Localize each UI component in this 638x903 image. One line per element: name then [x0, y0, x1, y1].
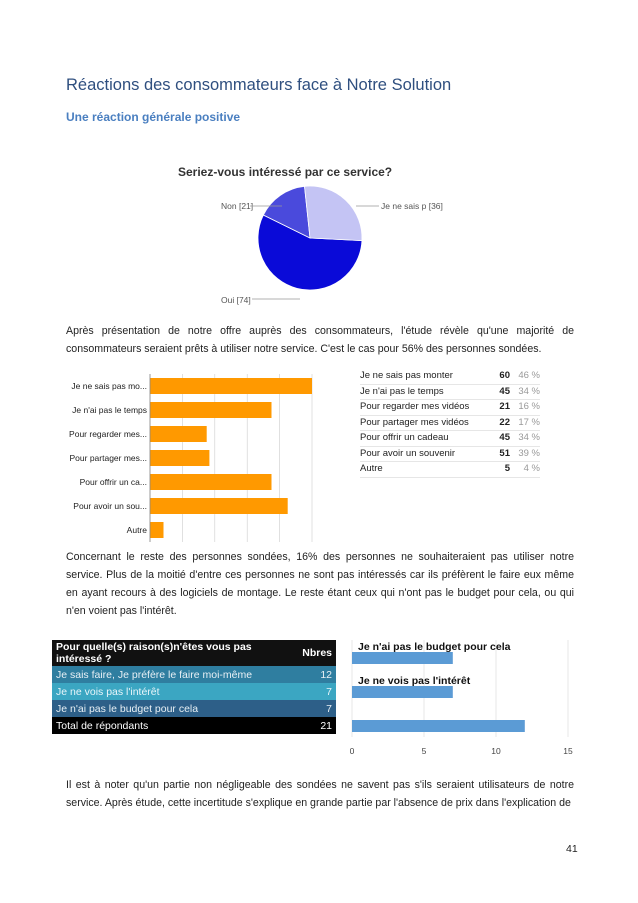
- bar-chart-reasons: [345, 640, 585, 760]
- bar: [150, 378, 312, 394]
- table-total-label: Total de répondants: [56, 719, 149, 732]
- table-cell-label: Je ne vois pas l'intérêt: [56, 685, 160, 698]
- category-label: Je n'ai pas le temps: [72, 405, 147, 415]
- stat-value: 22: [499, 416, 510, 428]
- page-title: Réactions des consommateurs face à Notre Solution: [66, 76, 452, 94]
- table-row: [52, 666, 336, 683]
- category-label: Pour partager mes...: [69, 453, 147, 463]
- table-cell-label: Je sais faire, Je préfère le faire moi-même: [56, 668, 253, 681]
- table-cell-label: Je n'ai pas le budget pour cela: [56, 702, 199, 715]
- stat-label: Pour avoir un souvenir: [360, 447, 456, 459]
- pie-label-ne-sais-pas: Je ne sais p [36]: [381, 201, 443, 211]
- paragraph-incertitude: Il est à noter qu'un partie non négligeable des sondées ne savent pas s'ils seraient utilisateurs de notre service. Après étude, cette incertitude s'explique en grande partie par l'absence de prix dans l'explication de: [66, 779, 574, 809]
- stat-percent: 16 %: [518, 401, 540, 412]
- pie-label-non: Non [21]: [221, 201, 254, 211]
- category-label: Autre: [126, 525, 147, 535]
- category-label: Je ne vois pas l'intérêt: [358, 675, 471, 687]
- x-tick-label: 0: [349, 746, 355, 756]
- section-subtitle: Une réaction générale positive: [66, 110, 241, 124]
- pie-chart-title: Seriez-vous intéressé par ce service?: [178, 165, 393, 179]
- stat-label: Je ne sais pas monter: [360, 370, 453, 381]
- stat-percent: 34 %: [518, 432, 540, 443]
- list-item: [360, 462, 540, 478]
- stat-value: 5: [504, 463, 510, 474]
- stat-label: Pour regarder mes vidéos: [360, 401, 470, 412]
- category-label: Je ne sais pas mo...: [71, 381, 147, 391]
- table-row: [52, 683, 336, 700]
- category-label: Pour regarder mes...: [69, 429, 147, 439]
- bar: [150, 426, 207, 442]
- table-header-count: Nbres: [290, 640, 336, 666]
- stats-list: [360, 369, 540, 478]
- stat-value: 21: [499, 401, 510, 412]
- x-tick-label: 15: [563, 746, 573, 756]
- reasons-table: [52, 640, 336, 734]
- x-tick-label: 5: [421, 746, 427, 756]
- bar: [150, 498, 288, 514]
- stat-label: Pour partager mes vidéos: [360, 416, 469, 428]
- stat-percent: 4 %: [523, 463, 540, 474]
- category-label: Je n'ai pas le budget pour cela: [358, 641, 511, 653]
- pie-slice-ne-sais-pas: [305, 186, 362, 241]
- bar: [150, 474, 272, 490]
- stat-value: 45: [499, 385, 510, 397]
- table-total-value: 21: [320, 719, 332, 732]
- list-item: [360, 416, 540, 432]
- table-header-question: Pour quelle(s) raison(s)n'êtes vous pas intéressé ?: [52, 640, 290, 666]
- paragraph-reste: Concernant le reste des personnes sondées, 16% des personnes ne souhaiteraient pas utiliser notre service. Plus de la moitié d'entre ces personnes ne sont pas intéressés car ils préfèrent le faire eux même en ayant recours à des logiciels de montage. Le reste étant ceux qui n'ont pas le budget pour cela, ou qui n'en voient pas l'intérêt.: [66, 551, 574, 617]
- bar: [150, 402, 272, 418]
- stat-label: Je n'ai pas le temps: [360, 385, 444, 397]
- pie-label-oui: Oui [74]: [221, 295, 251, 305]
- list-item: [360, 400, 540, 416]
- table-cell-value: 12: [320, 668, 332, 681]
- page-number: 41: [566, 843, 578, 855]
- table-header-row: [52, 640, 336, 666]
- table-cell-value: 7: [326, 702, 332, 715]
- stat-label: Pour offrir un cadeau: [360, 432, 449, 443]
- category-label: Pour avoir un sou...: [73, 501, 147, 511]
- bar: [352, 686, 453, 698]
- stat-percent: 17 %: [518, 416, 540, 428]
- bar-chart-motivations: [60, 366, 330, 546]
- bar: [150, 522, 164, 538]
- stat-percent: 34 %: [518, 385, 540, 397]
- category-label: Pour offrir un ca...: [79, 477, 147, 487]
- x-tick-label: 10: [491, 746, 501, 756]
- bar: [352, 720, 525, 732]
- table-cell-value: 7: [326, 685, 332, 698]
- table-row: [52, 700, 336, 717]
- stat-value: 60: [499, 370, 510, 381]
- stat-value: 45: [499, 432, 510, 443]
- bar: [150, 450, 209, 466]
- stat-label: Autre: [360, 463, 383, 474]
- stat-percent: 39 %: [518, 447, 540, 459]
- paragraph-intro: Après présentation de notre offre auprès des consommateurs, l'étude révèle qu'une majorité de consommateurs seraient prêts à utiliser notre service. C'est le cas pour 56% des personnes sondées.: [66, 325, 574, 355]
- list-item: [360, 431, 540, 447]
- stat-percent: 46 %: [518, 370, 540, 381]
- list-item: [360, 369, 540, 385]
- table-total-row: [52, 717, 336, 734]
- bar: [352, 652, 453, 664]
- list-item: [360, 447, 540, 463]
- stat-value: 51: [499, 447, 510, 459]
- list-item: [360, 385, 540, 401]
